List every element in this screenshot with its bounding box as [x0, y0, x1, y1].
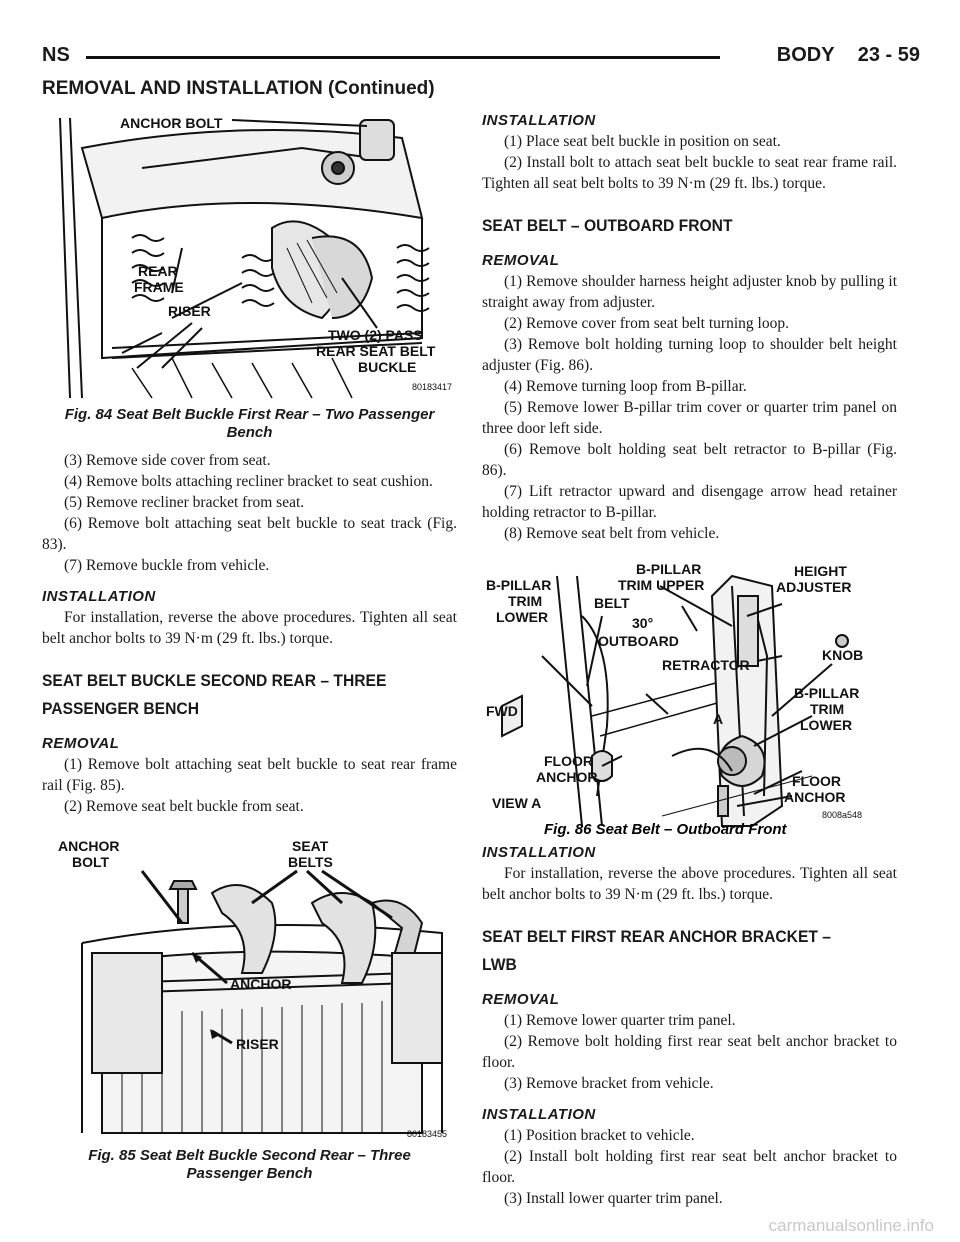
- installation-text-1: For installation, reverse the above procedures. Tighten all seat belt anchor bolts to 39 N·m (29 ft. lbs.) torque.: [42, 609, 457, 647]
- label-knob: KNOB: [822, 647, 864, 663]
- label-bolt: BOLT: [72, 854, 110, 870]
- right-column: [482, 112, 897, 1209]
- label-view-a-marker: A: [713, 711, 724, 727]
- outboard-step-7: (7) Lift retractor upward and disengage arrow head retainer holding retractor to B-pillar.: [482, 483, 897, 521]
- figure-86-number: 8008a548: [822, 810, 863, 820]
- left-step-7: (7) Remove buckle from vehicle.: [64, 557, 270, 574]
- outboard-step-5: (5) Remove lower B-pillar trim cover or quarter trim panel on three door left side.: [482, 399, 897, 437]
- label-rear-seat-belt: REAR SEAT BELT: [316, 343, 436, 359]
- left-step-6: (6) Remove bolt attaching seat belt buckle to seat track (Fig. 83).: [42, 515, 457, 553]
- label-bpillar-trim-lower-b-3: LOWER: [800, 717, 853, 733]
- removal-heading-second-rear: REMOVAL: [42, 735, 120, 752]
- section-title-second-rear-line1: SEAT BELT BUCKLE SECOND REAR – THREE: [42, 671, 387, 690]
- bracket-removal-step-1: (1) Remove lower quarter trim panel.: [504, 1012, 736, 1029]
- bracket-install-step-3: (3) Install lower quarter trim panel.: [504, 1190, 723, 1207]
- header-section: BODY: [776, 44, 835, 66]
- label-two-pass: TWO (2) PASS: [328, 327, 423, 343]
- section-title-second-rear-line2: PASSENGER BENCH: [42, 699, 200, 718]
- label-belts: BELTS: [288, 854, 333, 870]
- page-header: [42, 44, 920, 74]
- label-bpillar-trim-lower-3: LOWER: [496, 609, 549, 625]
- second-rear-step-2: (2) Remove seat belt buckle from seat.: [64, 798, 304, 815]
- header-right: [777, 44, 920, 67]
- figure-84-caption-line1: Fig. 84 Seat Belt Buckle First Rear – Two Passenger: [64, 406, 435, 423]
- outboard-step-2: (2) Remove cover from seat belt turning loop.: [504, 315, 789, 332]
- figure-86-illustration: [482, 556, 897, 838]
- section-title-outboard: SEAT BELT – OUTBOARD FRONT: [482, 216, 733, 235]
- running-head: REMOVAL AND INSTALLATION (Continued): [42, 78, 435, 99]
- figure-85-caption: [42, 1147, 457, 1183]
- label-bpillar-trim-lower-2: TRIM: [508, 593, 543, 609]
- outboard-step-8: (8) Remove seat belt from vehicle.: [504, 525, 720, 542]
- section-title-second-rear: [42, 667, 424, 723]
- left-step-5: (5) Remove recliner bracket from seat.: [64, 494, 305, 511]
- left-step-3: (3) Remove side cover from seat.: [64, 452, 271, 469]
- label-view-a: VIEW A: [492, 795, 542, 811]
- label-seat: SEAT: [292, 838, 329, 854]
- label-riser-2: RISER: [236, 1036, 279, 1052]
- figure-84: [42, 108, 457, 442]
- label-bpillar-trim-lower-b-2: TRIM: [810, 701, 845, 717]
- label-anchor-2: ANCHOR: [230, 976, 292, 992]
- label-anchor-bolt: ANCHOR BOLT: [120, 115, 223, 131]
- label-bpillar-trim-lower-1: B-PILLAR: [486, 577, 552, 593]
- left-column: [42, 108, 457, 1191]
- removal-heading-outboard: REMOVAL: [482, 252, 560, 269]
- label-frame: FRAME: [134, 279, 184, 295]
- bracket-install-step-2: (2) Install bolt holding first rear seat belt anchor bracket to floor.: [482, 1148, 897, 1186]
- label-30-deg: 30°: [632, 615, 654, 631]
- label-buckle: BUCKLE: [358, 359, 417, 375]
- left-step-4: (4) Remove bolts attaching recliner bracket to seat cushion.: [64, 473, 433, 490]
- outboard-step-3: (3) Remove bolt holding turning loop to shoulder belt height adjuster (Fig. 86).: [482, 336, 897, 374]
- figure-85-number: 80183455: [407, 1129, 448, 1139]
- installation-heading-anchor-bracket: INSTALLATION: [482, 1106, 596, 1123]
- header-page-number: 23 - 59: [857, 44, 920, 66]
- watermark: carmanualsonline.info: [768, 1216, 934, 1235]
- label-anchor-1: ANCHOR: [536, 769, 598, 785]
- label-anchor: ANCHOR: [58, 838, 120, 854]
- figure-85: [42, 833, 457, 1183]
- installation-heading-2: INSTALLATION: [482, 112, 596, 129]
- label-retractor: RETRACTOR: [662, 657, 750, 673]
- installation-heading-3: INSTALLATION: [482, 844, 596, 861]
- figure-84-number: 80183417: [412, 382, 453, 392]
- label-floor-1: FLOOR: [544, 753, 593, 769]
- label-bpillar-trim-lower-b-1: B-PILLAR: [794, 685, 860, 701]
- figure-84-caption-line2: Bench: [226, 424, 273, 441]
- right-install-step-2: (2) Install bolt to attach seat belt buckle to seat rear frame rail. Tighten all seat belt bolts to 39 N·m (29 ft. lbs.) torque.: [482, 154, 897, 192]
- label-outboard: OUTBOARD: [598, 633, 679, 649]
- label-anchor-2: ANCHOR: [784, 789, 846, 805]
- label-height: HEIGHT: [794, 563, 847, 579]
- bracket-removal-step-3: (3) Remove bracket from vehicle.: [504, 1075, 714, 1092]
- label-belt: BELT: [594, 595, 630, 611]
- section-title-anchor-bracket: SEAT BELT FIRST REAR ANCHOR BRACKET – LWB: [482, 927, 832, 974]
- label-fwd: FWD: [486, 703, 518, 719]
- label-bpillar-upper-1: B-PILLAR: [636, 561, 702, 577]
- label-bpillar-upper-2: TRIM UPPER: [618, 577, 705, 593]
- label-riser: RISER: [168, 303, 211, 319]
- removal-heading-anchor-bracket: REMOVAL: [482, 991, 560, 1008]
- bracket-install-step-1: (1) Position bracket to vehicle.: [504, 1127, 695, 1144]
- bracket-removal-step-2: (2) Remove bolt holding first rear seat belt anchor bracket to floor.: [482, 1033, 897, 1071]
- header-model-code: NS: [42, 44, 70, 66]
- figure-85-caption-line2: Passenger Bench: [186, 1165, 313, 1182]
- right-install-step-1: (1) Place seat belt buckle in position on seat.: [504, 133, 781, 150]
- figure-85-illustration: [42, 833, 457, 1141]
- figure-86-caption: Fig. 86 Seat Belt – Outboard Front: [544, 821, 787, 838]
- outboard-step-6: (6) Remove bolt holding seat belt retractor to B-pillar (Fig. 86).: [482, 441, 897, 479]
- outboard-step-4: (4) Remove turning loop from B-pillar.: [504, 378, 747, 395]
- label-rear: REAR: [138, 263, 178, 279]
- outboard-step-1: (1) Remove shoulder harness height adjuster knob by pulling it straight away from adjuster.: [482, 273, 897, 311]
- installation-text-3: For installation, reverse the above procedures. Tighten all seat belt anchor bolts to 39 N·m (29 ft. lbs.) torque.: [482, 865, 897, 903]
- label-floor-2: FLOOR: [792, 773, 841, 789]
- figure-85-caption-line1: Fig. 85 Seat Belt Buckle Second Rear – Three: [88, 1147, 411, 1164]
- figure-86: [482, 556, 897, 838]
- header-rule: [86, 56, 720, 59]
- figure-84-caption: [42, 406, 457, 442]
- second-rear-step-1: (1) Remove bolt attaching seat belt buckle to seat rear frame rail (Fig. 85).: [42, 756, 457, 794]
- label-adjuster: ADJUSTER: [776, 579, 852, 595]
- figure-84-illustration: [42, 108, 457, 400]
- installation-heading-1: INSTALLATION: [42, 588, 156, 605]
